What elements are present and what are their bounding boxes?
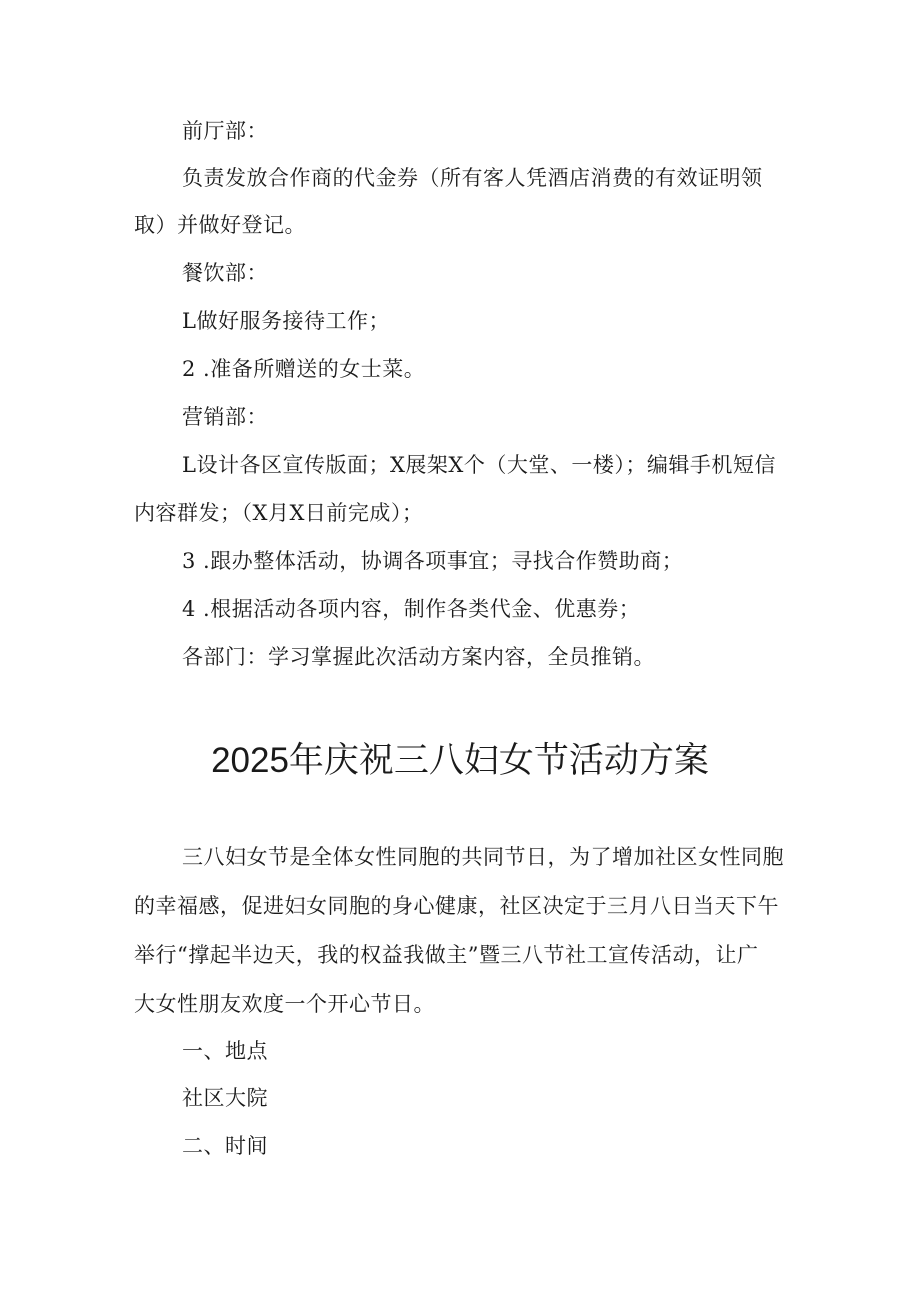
all-departments-line: 各部门：学习掌握此次活动方案内容，全员推销。 — [182, 645, 655, 669]
front-office-line-2: 取）并做好登记。 — [134, 213, 306, 237]
document-title: 2025年庆祝三八妇女节活动方案 — [211, 741, 709, 780]
location-heading: 一、地点 — [182, 1039, 268, 1063]
marketing-item-1-line-2: 内容群发；（X月X日前完成）； — [134, 501, 424, 525]
front-office-heading: 前厅部： — [182, 119, 268, 143]
intro-line-2: 的幸福感，促进妇女同胞的身心健康，社区决定于三月八日当天下午 — [134, 894, 779, 918]
intro-line-3: 举行“撑起半边天，我的权益我做主”暨三八节社工宣传活动，让广 — [134, 943, 759, 967]
time-heading: 二、时间 — [182, 1134, 268, 1158]
location-value: 社区大院 — [182, 1086, 268, 1110]
intro-line-4: 大女性朋友欢度一个开心节日。 — [134, 992, 435, 1016]
intro-line-1: 三八妇女节是全体女性同胞的共同节日，为了增加社区女性同胞 — [182, 845, 784, 869]
catering-item-1: L做好服务接待工作； — [182, 309, 390, 333]
marketing-item-4: 4 .根据活动各项内容，制作各类代金、优惠券； — [182, 597, 641, 621]
front-office-line-1: 负责发放合作商的代金券（所有客人凭酒店消费的有效证明领 — [182, 166, 763, 190]
marketing-item-1-line-1: L设计各区宣传版面；X展架X个（大堂、一楼）；编辑手机短信 — [182, 453, 776, 477]
catering-heading: 餐饮部： — [182, 261, 268, 285]
marketing-item-3: 3 .跟办整体活动，协调各项事宜；寻找合作赞助商； — [182, 549, 684, 573]
catering-item-2: 2 .准备所赠送的女士菜。 — [182, 357, 426, 381]
marketing-heading: 营销部： — [182, 405, 268, 429]
